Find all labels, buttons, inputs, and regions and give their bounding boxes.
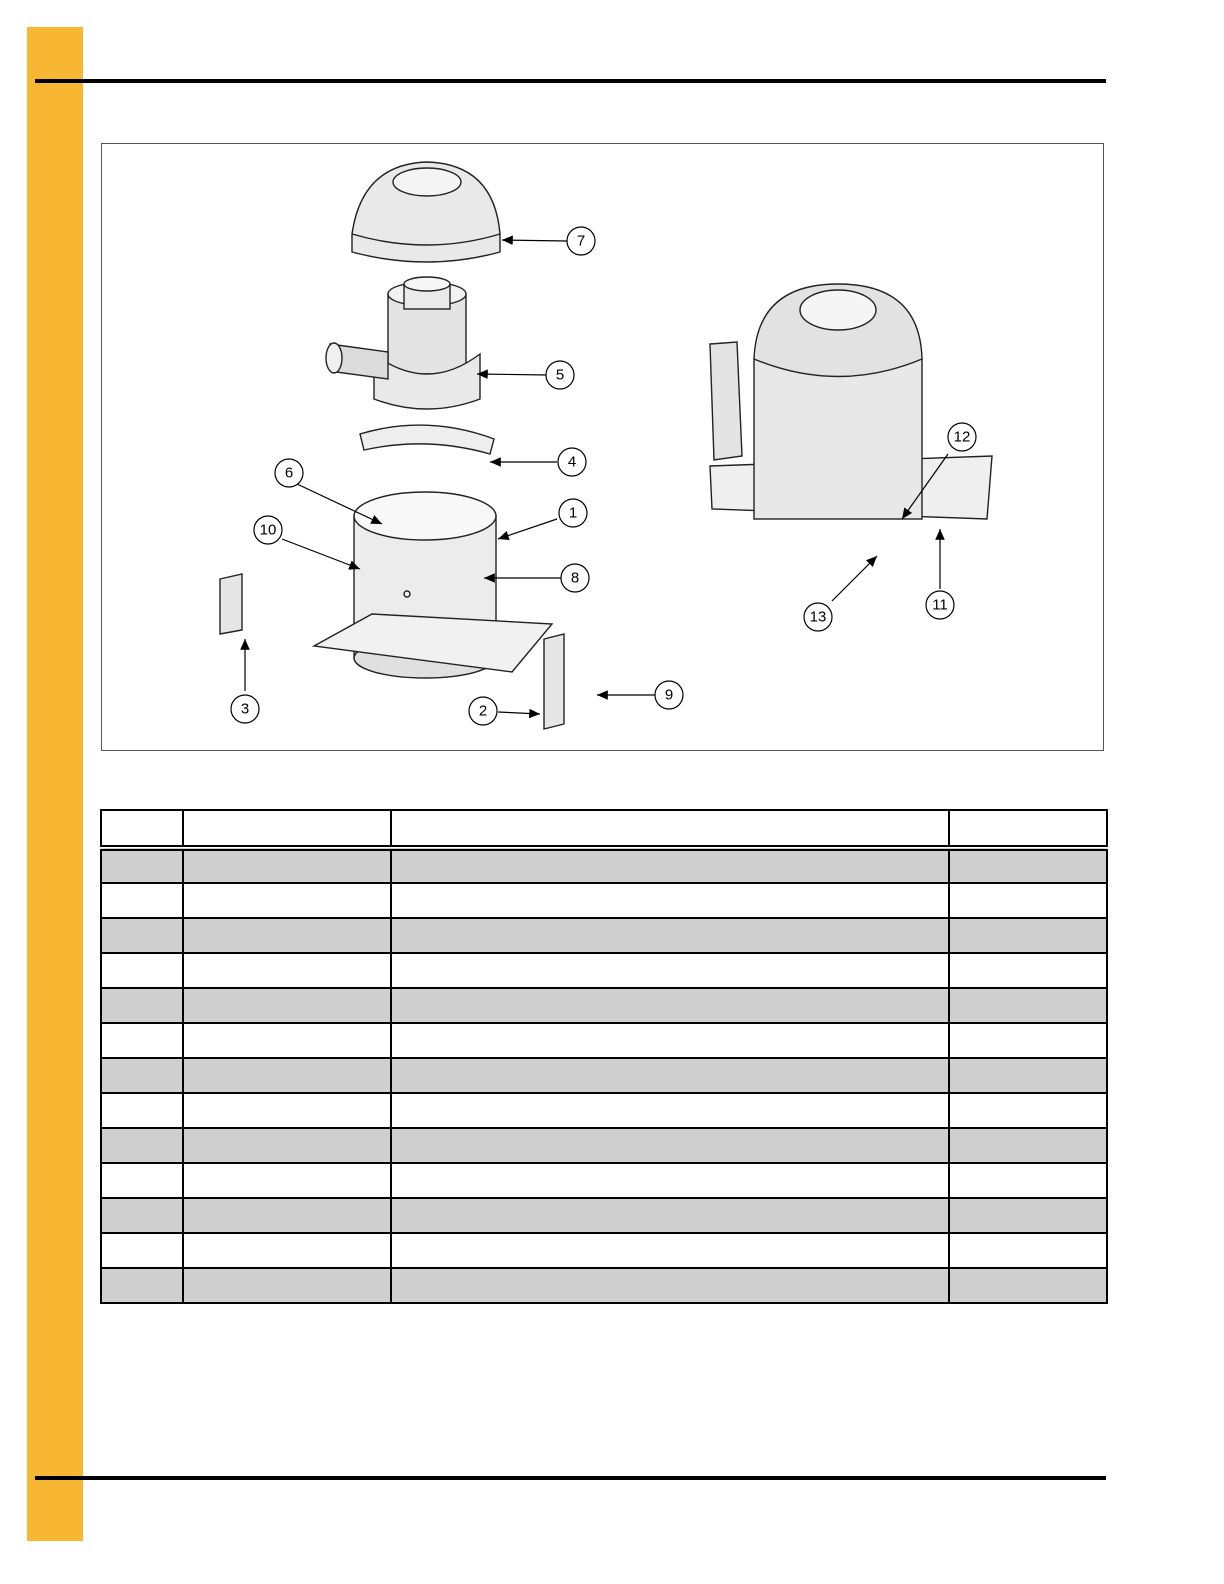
parts-table bbox=[100, 809, 1108, 1304]
right-bracket-drawing bbox=[544, 634, 564, 729]
table-cell bbox=[949, 988, 1107, 1023]
table-cell bbox=[183, 883, 391, 918]
table-cell bbox=[391, 1163, 949, 1198]
table-cell bbox=[183, 1023, 391, 1058]
footer-rule bbox=[35, 1476, 1106, 1480]
parts-table-body bbox=[101, 848, 1107, 1303]
assembled-view-drawing bbox=[710, 284, 992, 519]
table-cell bbox=[101, 953, 183, 988]
table-cell bbox=[391, 883, 949, 918]
table-cell bbox=[949, 1058, 1107, 1093]
table-cell bbox=[949, 883, 1107, 918]
table-row bbox=[101, 953, 1107, 988]
exploded-view-figure bbox=[101, 143, 1104, 751]
callout-5: 5 bbox=[555, 366, 565, 384]
ring-bracket-part-drawing bbox=[360, 425, 494, 454]
table-cell bbox=[101, 1128, 183, 1163]
table-cell bbox=[949, 953, 1107, 988]
table-cell bbox=[101, 988, 183, 1023]
table-cell bbox=[391, 1233, 949, 1268]
table-cell bbox=[101, 848, 183, 883]
table-cell bbox=[183, 1058, 391, 1093]
table-cell bbox=[183, 953, 391, 988]
table-cell bbox=[391, 1023, 949, 1058]
table-cell bbox=[391, 1198, 949, 1233]
table-cell bbox=[101, 1093, 183, 1128]
table-cell bbox=[101, 1023, 183, 1058]
table-cell bbox=[101, 1163, 183, 1198]
header-rule bbox=[35, 79, 1106, 83]
table-row bbox=[101, 1268, 1107, 1303]
callout-2: 2 bbox=[478, 702, 488, 720]
header-ref bbox=[101, 810, 183, 848]
table-row bbox=[101, 1128, 1107, 1163]
table-cell bbox=[949, 1093, 1107, 1128]
table-cell bbox=[949, 1198, 1107, 1233]
table-row bbox=[101, 883, 1107, 918]
table-cell bbox=[101, 1198, 183, 1233]
table-cell bbox=[949, 918, 1107, 953]
table-cell bbox=[391, 848, 949, 883]
callout-12: 12 bbox=[953, 428, 971, 446]
header-part-number bbox=[183, 810, 391, 848]
header-qty bbox=[949, 810, 1107, 848]
table-cell bbox=[183, 988, 391, 1023]
side-color-bar bbox=[27, 27, 83, 1541]
table-cell bbox=[183, 1128, 391, 1163]
table-cell bbox=[101, 918, 183, 953]
table-cell bbox=[101, 1233, 183, 1268]
table-cell bbox=[183, 1093, 391, 1128]
table-row bbox=[101, 1058, 1107, 1093]
table-cell bbox=[949, 1023, 1107, 1058]
table-cell bbox=[949, 848, 1107, 883]
table-cell bbox=[183, 848, 391, 883]
table-cell bbox=[183, 1268, 391, 1303]
table-cell bbox=[101, 1268, 183, 1303]
header-description bbox=[391, 810, 949, 848]
callout-11: 11 bbox=[932, 596, 948, 614]
table-cell bbox=[391, 988, 949, 1023]
table-cell bbox=[183, 1163, 391, 1198]
table-cell bbox=[183, 1233, 391, 1268]
cap-part-drawing bbox=[352, 162, 500, 262]
callout-7: 7 bbox=[576, 232, 586, 250]
callout-1: 1 bbox=[568, 504, 578, 522]
callout-4: 4 bbox=[567, 453, 577, 471]
table-cell bbox=[391, 1093, 949, 1128]
table-row bbox=[101, 1163, 1107, 1198]
table-row bbox=[101, 1233, 1107, 1268]
callout-6: 6 bbox=[284, 464, 294, 482]
exploded-view-drawing bbox=[102, 144, 1105, 752]
table-cell bbox=[391, 1058, 949, 1093]
callout-9: 9 bbox=[664, 686, 674, 704]
callout-3: 3 bbox=[240, 700, 250, 718]
fan-motor-part-drawing bbox=[326, 277, 480, 409]
callout-13: 13 bbox=[809, 608, 827, 626]
table-cell bbox=[391, 953, 949, 988]
table-cell bbox=[391, 1268, 949, 1303]
table-cell bbox=[391, 1128, 949, 1163]
left-bracket-drawing bbox=[220, 574, 242, 634]
table-cell bbox=[949, 1163, 1107, 1198]
table-cell bbox=[101, 1058, 183, 1093]
table-cell bbox=[391, 918, 949, 953]
table-row bbox=[101, 1198, 1107, 1233]
table-row bbox=[101, 1093, 1107, 1128]
callout-10: 10 bbox=[259, 521, 277, 539]
table-row bbox=[101, 988, 1107, 1023]
table-row bbox=[101, 1023, 1107, 1058]
table-cell bbox=[101, 883, 183, 918]
callout-8: 8 bbox=[570, 569, 580, 587]
table-cell bbox=[183, 1198, 391, 1233]
parts-table-header bbox=[101, 810, 1107, 848]
table-row bbox=[101, 848, 1107, 883]
table-cell bbox=[949, 1268, 1107, 1303]
table-cell bbox=[949, 1128, 1107, 1163]
table-row bbox=[101, 918, 1107, 953]
table-cell bbox=[183, 918, 391, 953]
table-cell bbox=[949, 1233, 1107, 1268]
